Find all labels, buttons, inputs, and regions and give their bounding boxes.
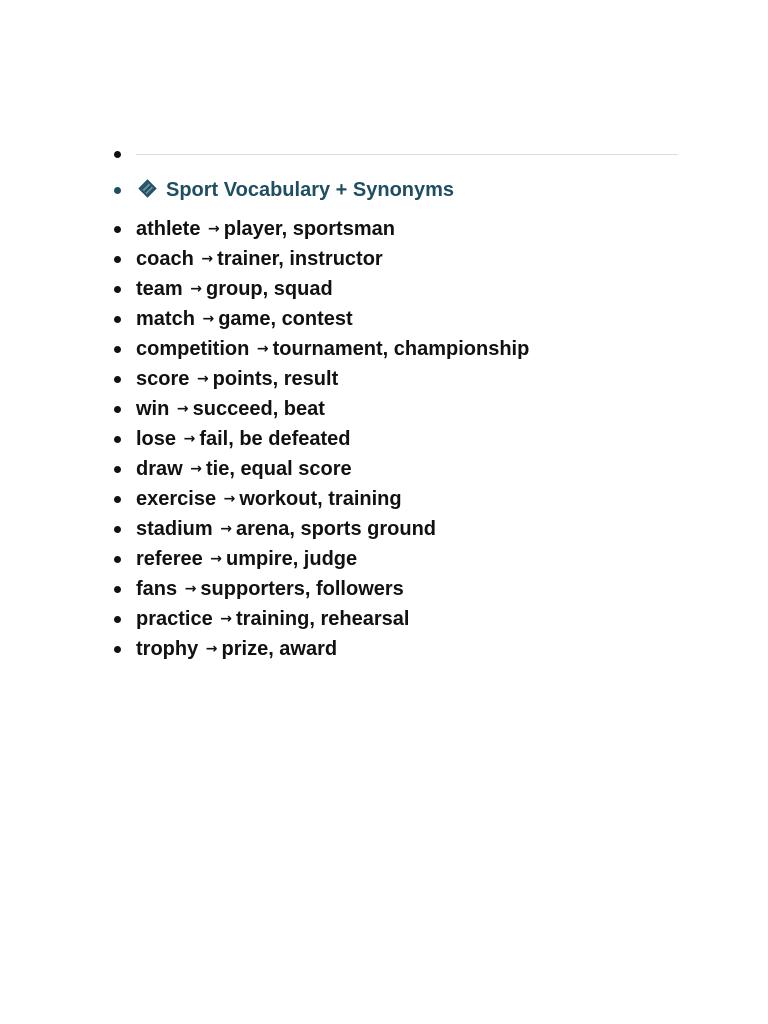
bullet <box>114 316 121 323</box>
list-item <box>112 304 678 334</box>
vocab-synonyms: fail, be defeated <box>199 428 351 450</box>
section-heading <box>112 168 678 212</box>
list-item <box>112 484 678 514</box>
list-item <box>112 424 678 454</box>
list-item <box>112 604 678 634</box>
list-item <box>112 454 678 484</box>
bullet <box>114 616 121 623</box>
vocab-word: match <box>136 308 195 330</box>
bullet <box>114 346 121 353</box>
arrow-icon: → <box>190 461 202 477</box>
list-item <box>112 364 678 394</box>
vocab-word: competition <box>136 338 250 360</box>
bullet <box>114 646 121 653</box>
list-item <box>112 574 678 604</box>
bullet <box>114 466 121 473</box>
arrow-icon: → <box>223 491 236 507</box>
arrow-icon: → <box>202 311 215 327</box>
arrow-icon: → <box>196 371 209 387</box>
bullet <box>114 496 121 503</box>
list-item <box>112 544 678 574</box>
vocab-word: coach <box>136 248 194 270</box>
arrow-icon: → <box>201 251 214 267</box>
bullet <box>114 526 121 533</box>
bullet <box>114 187 121 194</box>
vocab-word: fans <box>136 578 178 600</box>
list-item <box>112 244 678 274</box>
vocab-word: team <box>136 278 183 300</box>
arrow-icon: → <box>184 581 197 597</box>
list-item <box>112 334 678 364</box>
vocab-word: practice <box>136 608 213 630</box>
vocab-word: athlete <box>136 218 201 240</box>
vocab-synonyms: prize, award <box>221 638 338 660</box>
vocab-word: trophy <box>136 638 199 660</box>
arrow-icon: → <box>220 611 233 627</box>
vocab-word: draw <box>136 458 183 480</box>
vocab-synonyms: points, result <box>212 368 339 390</box>
bullet <box>114 406 121 413</box>
bullet <box>114 151 121 158</box>
arrow-icon: → <box>190 281 202 297</box>
heading-text: Sport Vocabulary + Synonyms <box>166 179 455 201</box>
list-item <box>112 634 678 664</box>
vocab-synonyms: player, sportsman <box>223 218 395 240</box>
vocab-synonyms: game, contest <box>218 308 353 330</box>
arrow-icon: → <box>176 401 189 417</box>
arrow-icon: → <box>210 551 223 567</box>
arrow-icon: → <box>256 341 269 357</box>
diamond-icon <box>138 180 156 198</box>
vocab-synonyms: supporters, followers <box>200 578 404 600</box>
vocab-synonyms: umpire, judge <box>226 548 358 570</box>
bullet <box>114 256 121 263</box>
arrow-icon: → <box>183 431 196 447</box>
arrow-icon: → <box>220 521 232 537</box>
bullet <box>114 376 121 383</box>
vocabulary-list <box>112 140 678 664</box>
list-item <box>112 394 678 424</box>
vocab-word: stadium <box>136 518 213 540</box>
vocab-word: score <box>136 368 190 390</box>
list-item-divider <box>112 140 678 168</box>
vocab-synonyms: tie, equal score <box>205 458 352 480</box>
vocab-synonyms: workout, training <box>239 488 402 510</box>
vocab-word: referee <box>136 548 203 570</box>
vocab-word: exercise <box>136 488 217 510</box>
vocab-word: lose <box>136 428 177 450</box>
bullet <box>114 286 121 293</box>
vocab-synonyms: training, rehearsal <box>236 608 410 630</box>
bullet <box>114 586 121 593</box>
vocab-word: win <box>136 398 170 420</box>
arrow-icon: → <box>205 641 218 657</box>
list-item <box>112 274 678 304</box>
horizontal-rule <box>136 154 678 155</box>
vocab-synonyms: arena, sports ground <box>235 518 437 540</box>
list-item <box>112 214 678 244</box>
vocab-synonyms: trainer, instructor <box>217 248 383 270</box>
vocab-synonyms: succeed, beat <box>192 398 325 420</box>
vocab-synonyms: tournament, championship <box>272 338 530 360</box>
list-item <box>112 514 678 544</box>
vocab-synonyms: group, squad <box>206 278 333 300</box>
bullet <box>114 226 121 233</box>
arrow-icon: → <box>208 221 220 237</box>
bullet <box>114 436 121 443</box>
bullet <box>114 556 121 563</box>
